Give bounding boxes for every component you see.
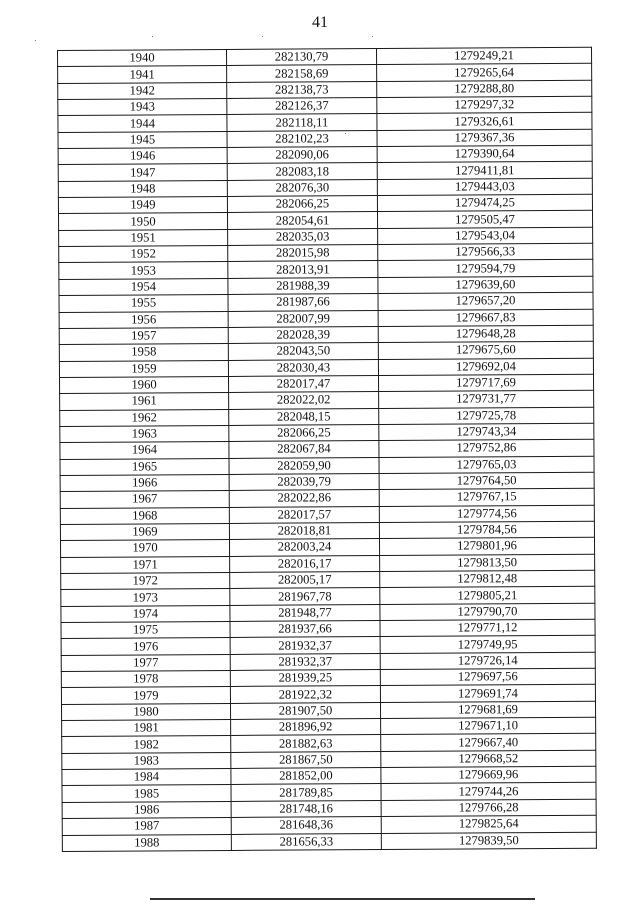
y-coordinate-cell: 1279825,64 xyxy=(381,815,596,833)
x-coordinate-cell: 282035,03 xyxy=(228,228,378,245)
table-row xyxy=(62,832,596,852)
y-coordinate-cell: 1279288,80 xyxy=(377,80,592,98)
x-coordinate-cell: 281907,50 xyxy=(230,702,380,719)
x-coordinate-cell: 282028,39 xyxy=(228,326,378,343)
y-coordinate-cell: 1279669,96 xyxy=(381,766,596,784)
point-number-cell: 1952 xyxy=(59,246,228,263)
x-coordinate-cell: 281748,16 xyxy=(231,800,381,817)
y-coordinate-cell: 1279784,56 xyxy=(379,521,594,539)
x-coordinate-cell: 282054,61 xyxy=(227,212,377,229)
x-coordinate-cell: 282030,43 xyxy=(228,359,378,376)
point-number-cell: 1972 xyxy=(61,572,230,589)
y-coordinate-cell: 1279725,78 xyxy=(379,407,594,425)
point-number-cell: 1988 xyxy=(62,834,231,851)
point-number-cell: 1945 xyxy=(58,131,227,148)
x-coordinate-cell: 282059,90 xyxy=(229,457,379,474)
x-coordinate-cell: 281948,77 xyxy=(230,604,380,621)
point-number-cell: 1974 xyxy=(61,605,230,622)
x-coordinate-cell: 282067,84 xyxy=(229,441,379,458)
scan-speck xyxy=(345,133,346,134)
y-coordinate-cell: 1279717,69 xyxy=(378,374,593,392)
point-number-cell: 1954 xyxy=(59,278,228,295)
y-coordinate-cell: 1279765,03 xyxy=(379,456,594,474)
point-number-cell: 1957 xyxy=(59,327,228,344)
x-coordinate-cell: 281988,39 xyxy=(228,277,378,294)
x-coordinate-cell: 282005,17 xyxy=(230,572,380,589)
point-number-cell: 1951 xyxy=(59,229,228,246)
x-coordinate-cell: 282076,30 xyxy=(227,179,377,196)
y-coordinate-cell: 1279443,03 xyxy=(377,178,592,196)
x-coordinate-cell: 281882,63 xyxy=(231,735,381,752)
point-number-cell: 1971 xyxy=(61,556,230,573)
x-coordinate-cell: 282007,99 xyxy=(228,310,378,327)
scan-speck xyxy=(152,36,153,37)
x-coordinate-cell: 281922,32 xyxy=(230,686,380,703)
y-coordinate-cell: 1279771,12 xyxy=(380,619,595,637)
x-coordinate-cell: 282066,25 xyxy=(227,196,377,213)
x-coordinate-cell: 282043,50 xyxy=(228,343,378,360)
point-number-cell: 1980 xyxy=(61,703,230,720)
y-coordinate-cell: 1279726,14 xyxy=(380,652,595,670)
point-number-cell: 1960 xyxy=(59,376,228,393)
y-coordinate-cell: 1279667,83 xyxy=(378,309,593,327)
point-number-cell: 1959 xyxy=(59,360,228,377)
x-coordinate-cell: 282022,02 xyxy=(229,392,379,409)
point-number-cell: 1982 xyxy=(62,736,231,753)
x-coordinate-cell: 282015,98 xyxy=(228,245,378,262)
x-coordinate-cell: 282158,69 xyxy=(227,65,377,82)
y-coordinate-cell: 1279671,10 xyxy=(381,717,596,735)
y-coordinate-cell: 1279767,15 xyxy=(379,489,594,507)
x-coordinate-cell: 281852,00 xyxy=(231,768,381,785)
y-coordinate-cell: 1279839,50 xyxy=(381,832,596,850)
x-coordinate-cell: 282102,23 xyxy=(227,130,377,147)
point-number-cell: 1987 xyxy=(62,818,231,835)
x-coordinate-cell: 282039,79 xyxy=(229,473,379,490)
y-coordinate-cell: 1279367,36 xyxy=(377,129,592,147)
x-coordinate-cell: 281896,92 xyxy=(231,719,381,736)
point-number-cell: 1969 xyxy=(60,523,229,540)
y-coordinate-cell: 1279297,32 xyxy=(377,96,592,114)
x-coordinate-cell: 282090,06 xyxy=(227,147,377,164)
x-coordinate-cell: 282130,79 xyxy=(226,49,376,66)
point-number-cell: 1986 xyxy=(62,801,231,818)
point-number-cell: 1984 xyxy=(62,769,231,786)
y-coordinate-cell: 1279692,04 xyxy=(378,358,593,376)
x-coordinate-cell: 282126,37 xyxy=(227,98,377,115)
point-number-cell: 1983 xyxy=(62,752,231,769)
point-number-cell: 1947 xyxy=(58,164,227,181)
y-coordinate-cell: 1279697,56 xyxy=(380,668,595,686)
x-coordinate-cell: 282013,91 xyxy=(228,261,378,278)
y-coordinate-cell: 1279813,50 xyxy=(380,554,595,572)
x-coordinate-cell: 282066,25 xyxy=(229,424,379,441)
y-coordinate-cell: 1279543,04 xyxy=(378,227,593,245)
x-coordinate-cell: 282118,11 xyxy=(227,114,377,131)
x-coordinate-cell: 282017,57 xyxy=(229,506,379,523)
point-number-cell: 1975 xyxy=(61,621,230,638)
y-coordinate-cell: 1279743,34 xyxy=(379,423,594,441)
y-coordinate-cell: 1279265,64 xyxy=(377,64,592,82)
y-coordinate-cell: 1279675,60 xyxy=(378,341,593,359)
point-number-cell: 1981 xyxy=(62,720,231,737)
point-number-cell: 1963 xyxy=(60,425,229,442)
y-coordinate-cell: 1279505,47 xyxy=(377,211,592,229)
y-coordinate-cell: 1279790,70 xyxy=(380,603,595,621)
point-number-cell: 1973 xyxy=(61,589,230,606)
point-number-cell: 1966 xyxy=(60,474,229,491)
y-coordinate-cell: 1279390,64 xyxy=(377,145,592,163)
point-number-cell: 1953 xyxy=(59,262,228,279)
y-coordinate-cell: 1279691,74 xyxy=(380,685,595,703)
point-number-cell: 1968 xyxy=(60,507,229,524)
x-coordinate-cell: 282022,86 xyxy=(229,490,379,507)
x-coordinate-cell: 281789,85 xyxy=(231,784,381,801)
x-coordinate-cell: 282016,17 xyxy=(230,555,380,572)
bottom-rule xyxy=(150,898,535,900)
x-coordinate-cell: 281967,78 xyxy=(230,588,380,605)
scan-speck xyxy=(35,40,36,41)
point-number-cell: 1970 xyxy=(60,540,229,557)
y-coordinate-cell: 1279326,61 xyxy=(377,113,592,131)
y-coordinate-cell: 1279249,21 xyxy=(376,47,591,65)
x-coordinate-cell: 282083,18 xyxy=(227,163,377,180)
page-number: 41 xyxy=(312,14,328,31)
point-number-cell: 1946 xyxy=(58,148,227,165)
point-number-cell: 1964 xyxy=(60,442,229,459)
y-coordinate-cell: 1279648,28 xyxy=(378,325,593,343)
point-number-cell: 1948 xyxy=(58,180,227,197)
y-coordinate-cell: 1279801,96 xyxy=(379,538,594,556)
y-coordinate-cell: 1279657,20 xyxy=(378,292,593,310)
y-coordinate-cell: 1279749,95 xyxy=(380,636,595,654)
point-number-cell: 1955 xyxy=(59,295,228,312)
scan-speck xyxy=(262,36,263,37)
point-number-cell: 1985 xyxy=(62,785,231,802)
point-number-cell: 1976 xyxy=(61,638,230,655)
point-number-cell: 1949 xyxy=(58,197,227,214)
y-coordinate-cell: 1279774,56 xyxy=(379,505,594,523)
x-coordinate-cell: 281987,66 xyxy=(228,294,378,311)
x-coordinate-cell: 282018,81 xyxy=(229,523,379,540)
x-coordinate-cell: 281656,33 xyxy=(231,833,381,850)
point-number-cell: 1940 xyxy=(58,49,227,66)
x-coordinate-cell: 282048,15 xyxy=(229,408,379,425)
x-coordinate-cell: 282017,47 xyxy=(228,375,378,392)
point-number-cell: 1967 xyxy=(60,491,229,508)
point-number-cell: 1956 xyxy=(59,311,228,328)
point-number-cell: 1978 xyxy=(61,671,230,688)
x-coordinate-cell: 281932,37 xyxy=(230,637,380,654)
point-number-cell: 1941 xyxy=(58,66,227,83)
y-coordinate-cell: 1279766,28 xyxy=(381,799,596,817)
y-coordinate-cell: 1279639,60 xyxy=(378,276,593,294)
point-number-cell: 1943 xyxy=(58,98,227,115)
x-coordinate-cell: 281937,66 xyxy=(230,621,380,638)
point-number-cell: 1958 xyxy=(59,344,228,361)
y-coordinate-cell: 1279411,81 xyxy=(377,162,592,180)
point-number-cell: 1950 xyxy=(59,213,228,230)
point-number-cell: 1944 xyxy=(58,115,227,132)
y-coordinate-cell: 1279744,26 xyxy=(381,783,596,801)
y-coordinate-cell: 1279566,33 xyxy=(378,243,593,261)
x-coordinate-cell: 282138,73 xyxy=(227,81,377,98)
x-coordinate-cell: 281867,50 xyxy=(231,751,381,768)
y-coordinate-cell: 1279474,25 xyxy=(377,194,592,212)
point-number-cell: 1979 xyxy=(61,687,230,704)
coordinates-table-body xyxy=(58,47,597,851)
y-coordinate-cell: 1279668,52 xyxy=(381,750,596,768)
scan-speck xyxy=(372,36,373,37)
y-coordinate-cell: 1279812,48 xyxy=(380,570,595,588)
point-number-cell: 1942 xyxy=(58,82,227,99)
point-number-cell: 1961 xyxy=(60,393,229,410)
point-number-cell: 1962 xyxy=(60,409,229,426)
x-coordinate-cell: 282003,24 xyxy=(229,539,379,556)
point-number-cell: 1965 xyxy=(60,458,229,475)
y-coordinate-cell: 1279681,69 xyxy=(380,701,595,719)
y-coordinate-cell: 1279594,79 xyxy=(378,260,593,278)
coordinates-table xyxy=(57,47,597,852)
point-number-cell: 1977 xyxy=(61,654,230,671)
y-coordinate-cell: 1279805,21 xyxy=(380,587,595,605)
y-coordinate-cell: 1279752,86 xyxy=(379,439,594,457)
y-coordinate-cell: 1279667,40 xyxy=(381,734,596,752)
x-coordinate-cell: 281939,25 xyxy=(230,670,380,687)
x-coordinate-cell: 281932,37 xyxy=(230,653,380,670)
y-coordinate-cell: 1279731,77 xyxy=(379,390,594,408)
x-coordinate-cell: 281648,36 xyxy=(231,817,381,834)
y-coordinate-cell: 1279764,50 xyxy=(379,472,594,490)
